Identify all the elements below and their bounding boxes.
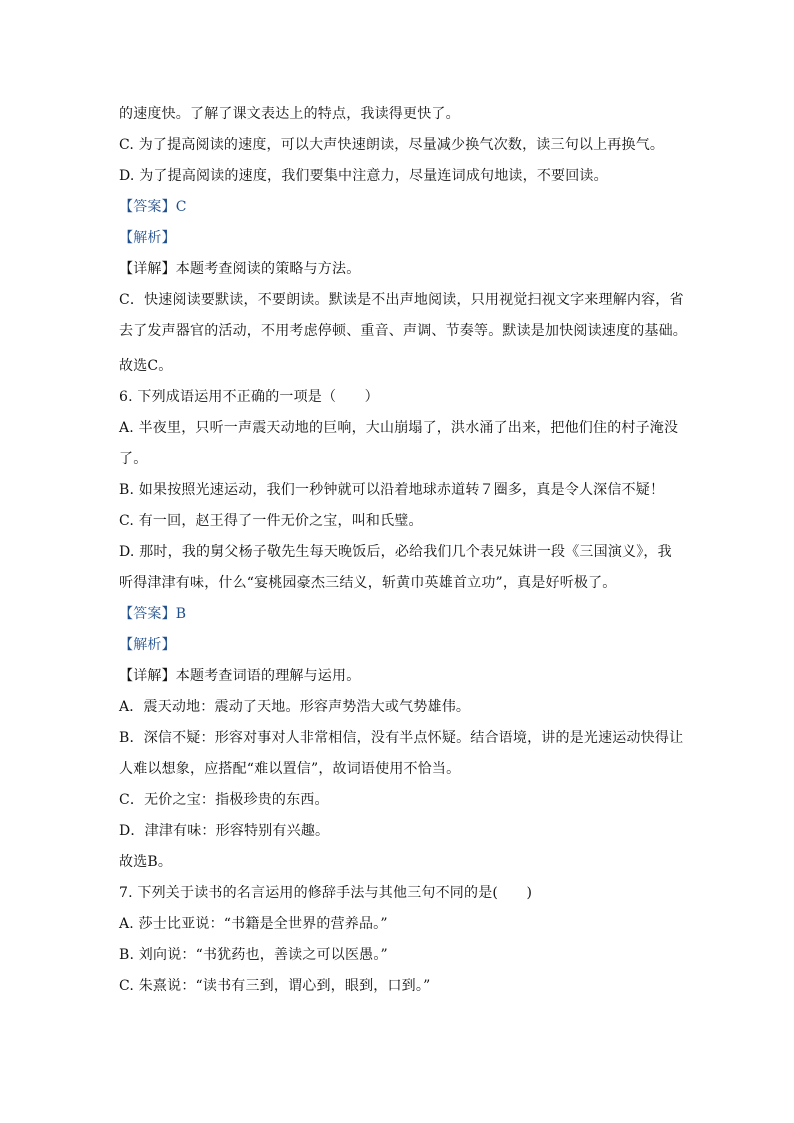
option-a-continued: 了。 (119, 451, 148, 467)
option-d: D. 那时，我的舅父杨子敬先生每天晚饭后，必给我们几个表兄妹讲一段《三国演义》，我 (119, 544, 672, 560)
option-d-continued: 听得津津有味，什么“宴桃园豪杰三结义，斩黄巾英雄首立功”，真是好听极了。 (119, 575, 617, 591)
explanation-d: D．津津有味：形容特别有兴趣。 (119, 823, 330, 839)
explanation-c: C．无价之宝：指极珍贵的东西。 (119, 792, 329, 808)
conclusion-line: 故选C。 (119, 358, 173, 374)
explanation-b-continued: 人难以想象，应搭配“难以置信”，故词语使用不恰当。 (119, 761, 461, 777)
explanation-a: A．震天动地：震动了天地。形容声势浩大或气势雄伟。 (119, 699, 471, 715)
option-c: C. 为了提高阅读的速度，可以大声快速朗读，尽量减少换气次数，读三句以上再换气。 (119, 137, 665, 153)
option-b: B. 刘向说：“书犹药也，善读之可以医愚。” (119, 947, 388, 963)
detail-line: 【详解】本题考查阅读的策略与方法。 (119, 261, 361, 277)
option-d: D. 为了提高阅读的速度，我们要集中注意力，尽量连词成句地读，不要回读。 (119, 168, 608, 184)
option-b: B. 如果按照光速运动，我们一秒钟就可以沿着地球赤道转７圈多，真是令人深信不疑！ (119, 482, 665, 498)
question-6: 6. 下列成语运用不正确的一项是（ ） (119, 389, 379, 405)
option-c: C. 有一回，赵王得了一件无价之宝，叫和氏璧。 (119, 513, 423, 529)
answer-tag: 【答案】C (119, 199, 187, 215)
question-7: 7. 下列关于读书的名言运用的修辞手法与其他三句不同的是( ) (119, 885, 533, 901)
explanation-line: 去了发声器官的活动，不用考虑停顿、重音、声调、节奏等。默读是加快阅读速度的基础。 (119, 323, 687, 339)
answer-tag: 【答案】B (119, 606, 187, 622)
detail-line: 【详解】本题考查词语的理解与运用。 (119, 668, 361, 684)
analysis-tag: 【解析】 (119, 230, 176, 246)
text-line: 的速度快。了解了课文表达上的特点，我读得更快了。 (119, 106, 460, 122)
option-c: C. 朱熹说：“读书有三到，谓心到，眼到，口到。” (119, 978, 431, 994)
analysis-tag: 【解析】 (119, 637, 176, 653)
explanation-b: B．深信不疑：形容对事对人非常相信，没有半点怀疑。结合语境，讲的是光速运动快得让 (119, 730, 684, 746)
explanation-line: C．快速阅读要默读，不要朗读。默读是不出声地阅读，只用视觉扫视文字来理解内容，省 (119, 292, 684, 308)
option-a: A. 莎士比亚说：“书籍是全世界的营养品。” (119, 916, 388, 932)
conclusion-line: 故选B。 (119, 854, 173, 870)
option-a: A. 半夜里，只听一声震天动地的巨响，大山崩塌了，洪水涌了出来，把他们住的村子淹没 (119, 420, 679, 436)
